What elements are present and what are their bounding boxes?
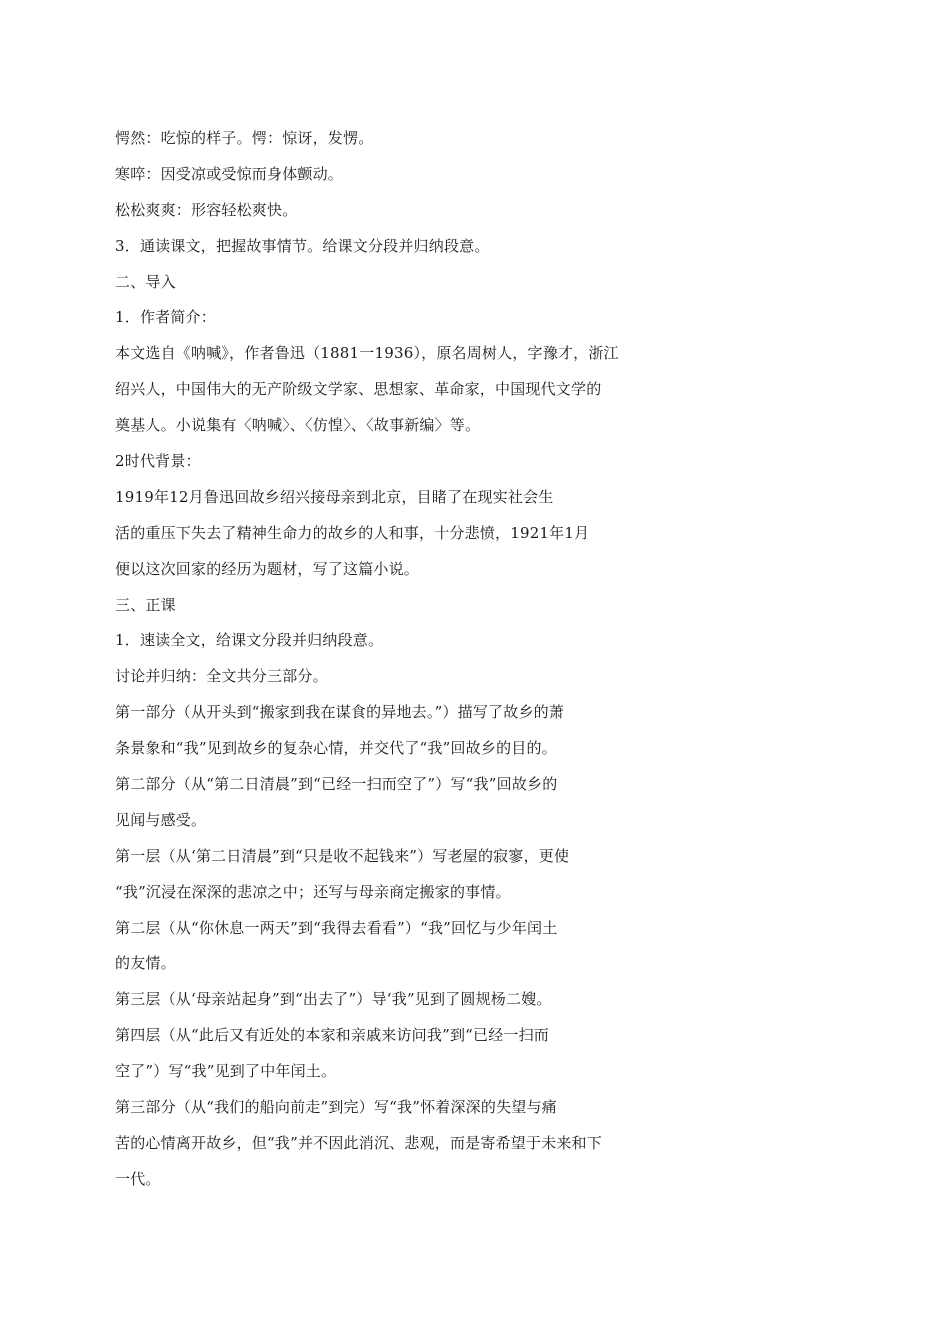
section-heading: 二、导入 — [115, 272, 176, 291]
text-line: 见闻与感受。 — [115, 810, 207, 829]
text-line: 奠基人。小说集有〈呐喊〉、〈仿惶〉、〈故事新编〉等。 — [115, 416, 481, 435]
text-line: 空了”）写“我”见到了中年闰土。 — [115, 1062, 337, 1081]
text-line: 松松爽爽：形容轻松爽快。 — [115, 200, 298, 219]
text-line: 第四层（从“此后又有近处的本家和亲戚来访问我”到“已经一扫而 — [115, 1026, 550, 1045]
text-line: 活的重压下失去了精神生命力的故乡的人和事，十分悲愤，1921年1月 — [115, 523, 590, 542]
text-line: 条景象和“我”见到故乡的复杂心情，并交代了“我”回故乡的目的。 — [115, 739, 557, 758]
text-line: 本文选自《呐喊》，作者鲁迅（1881一1936），原名周树人，字豫才，浙江 — [115, 344, 619, 363]
text-line: 的友情。 — [115, 954, 176, 973]
text-line: 2时代背景： — [115, 452, 201, 471]
section-heading: 三、正课 — [115, 595, 176, 614]
text-line: 绍兴人，中国伟大的无产阶级文学家、思想家、革命家，中国现代文学的 — [115, 380, 602, 399]
text-line: 一代。 — [115, 1169, 161, 1188]
text-line: 第三部分（从“我们的船向前走”到完）写“我”怀着深深的失望与痛 — [115, 1098, 557, 1117]
text-line: 苦的心情离开故乡，但“我”并不因此消沉、悲观，而是寄希望于未来和下 — [115, 1133, 602, 1152]
text-line: 1．速读全文，给课文分段并归纳段意。 — [115, 631, 384, 650]
text-line: 1．作者简介： — [115, 308, 216, 327]
document-body — [115, 121, 695, 1198]
text-line: 讨论并归纳：全文共分三部分。 — [115, 667, 328, 686]
text-line: 第三层（从‘母亲站起身”到“出去了”）导‘我”见到了圆规杨二嫂。 — [115, 990, 552, 1009]
text-line: 寒啐：因受凉或受惊而身体颤动。 — [115, 164, 344, 183]
text-line: 第一部分（从开头到“搬家到我在谋食的异地去。”）描写了故乡的萧 — [115, 703, 565, 722]
text-line: 第一层（从‘第二日清晨”到“只是收不起钱来”）写老屋的寂寥，更使 — [115, 846, 570, 865]
text-line: “我”沉浸在深深的悲凉之中；还写与母亲商定搬家的事情。 — [115, 882, 511, 901]
text-line: 第二层（从“你休息一两天”到“我得去看看”）“我”回忆与少年闰土 — [115, 918, 558, 937]
text-line: 愕然：吃惊的样子。愕：惊讶，发愣。 — [115, 129, 374, 147]
text-line: 第二部分（从“第二日清晨”到“已经一扫而空了”）写“我”回故乡的 — [115, 775, 558, 794]
text-line: 便以这次回家的经历为题材，写了这篇小说。 — [115, 559, 420, 578]
text-line: 1919年12月鲁迅回故乡绍兴接母亲到北京，目睹了在现实社会生 — [115, 487, 554, 506]
text-line: 3．通读课文，把握故事情节。给课文分段并归纳段意。 — [115, 236, 490, 255]
